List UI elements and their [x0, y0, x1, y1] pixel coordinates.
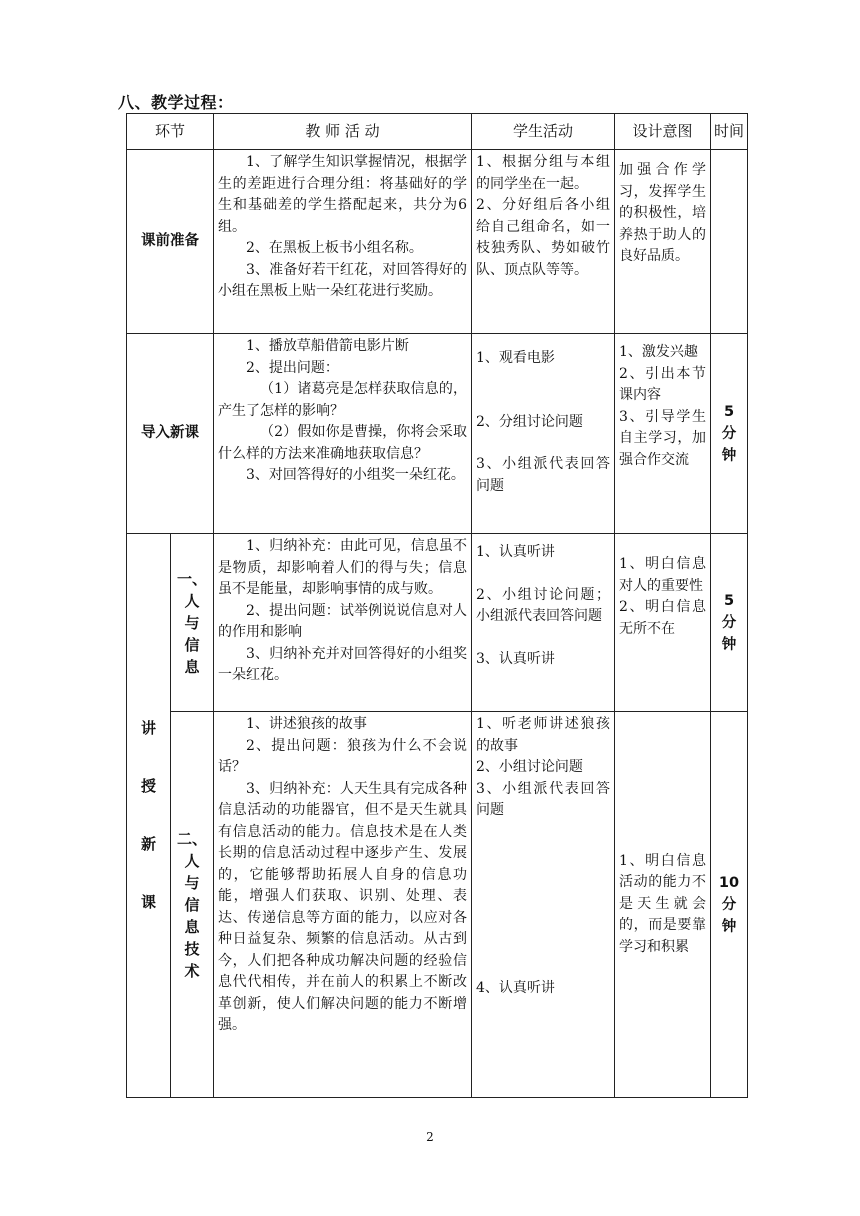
- design-intent-prep: [615, 150, 711, 334]
- student-activity-sub2: [472, 712, 615, 1098]
- intent-item: 1、明白信息活动的能力不是天生就会的，而是要靠学习和积累: [619, 852, 706, 955]
- header-design-intent: 设计意图: [615, 114, 711, 150]
- page-number: 2: [426, 1130, 434, 1144]
- section-label-lecture: [127, 534, 171, 1098]
- subsection-char: 息: [184, 917, 200, 936]
- teacher-item: 2、提出问题：: [246, 359, 339, 376]
- student-activity-intro: [472, 334, 615, 534]
- teacher-activity-sub2: [214, 712, 472, 1098]
- intent-item: 3、引导学生自主学习，加强合作交流: [619, 408, 706, 468]
- student-activity-sub1: [472, 534, 615, 712]
- student-item: 1、认真听讲: [476, 544, 555, 560]
- teaching-process-table: [126, 113, 748, 1098]
- design-intent-intro: [615, 334, 711, 534]
- student-item: 2、小组讨论问题；小组派代表回答问题: [476, 586, 610, 624]
- student-item: 1、听老师讲述狼孩的故事: [476, 716, 610, 754]
- time-unit: 钟: [721, 447, 737, 464]
- subsection-char: 术: [184, 961, 200, 980]
- student-item: 1、观看电影: [476, 350, 555, 366]
- section-char: 新: [140, 834, 156, 853]
- teacher-item: 3、归纳补充并对回答得好的小组奖一朵红花。: [218, 645, 467, 683]
- time-value: 10: [718, 874, 740, 891]
- time-unit: 分: [721, 614, 737, 631]
- table-header-row: [127, 114, 748, 150]
- time-unit: 分: [721, 425, 737, 442]
- subsection-char: 信: [184, 635, 200, 654]
- subsection-char: 人: [184, 851, 200, 870]
- section-label-prep: 课前准备: [127, 150, 214, 334]
- time-unit: 钟: [721, 636, 737, 653]
- table-row-lecture-sub1: [127, 534, 748, 712]
- table-row-prep: [127, 150, 748, 334]
- header-time: 时间: [711, 114, 748, 150]
- student-item: 3、小组派代表回答问题: [476, 780, 610, 818]
- teacher-item: 1、归纳补充：由此可见，信息虽不是物质，却影响着人们的得与失；信息虽不是能量，却影响事情的成与败。: [218, 538, 467, 597]
- teacher-activity-prep: [214, 150, 472, 334]
- intent-item: 加强合作学习，发挥学生的积极性，培养热于助人的良好品质。: [619, 162, 706, 264]
- design-intent-sub1: [615, 534, 711, 712]
- section-char: 课: [140, 892, 156, 911]
- teacher-item: 1、了解学生知识掌握情况，根据学生的差距进行合理分组：将基础好的学生和基础差的学生搭配起来，共分为6组。: [218, 154, 467, 235]
- student-item: 2、分好组后各小组给自己组命名，如一枝独秀队、势如破竹队、顶点队等等。: [476, 197, 610, 278]
- teacher-item: 2、提出问题：试举例说说信息对人的作用和影响: [218, 602, 467, 640]
- time-sub2: [711, 712, 748, 1098]
- subsection-label-2: [171, 712, 214, 1098]
- time-unit: 钟: [721, 918, 737, 935]
- teacher-activity-sub1: [214, 534, 472, 712]
- teacher-item: 2、在黑板上板书小组名称。: [246, 240, 423, 256]
- teacher-item: 3、对回答得好的小组奖一朵红花。: [246, 467, 465, 483]
- table-row-lecture-sub2: [127, 712, 748, 1098]
- time-intro: [711, 334, 748, 534]
- subsection-char: 信: [184, 895, 200, 914]
- teacher-item: （1）诸葛亮是怎样获取信息的，产生了怎样的影响？: [218, 381, 467, 419]
- header-student-activity: 学生活动: [472, 114, 615, 150]
- student-item: 3、认真听讲: [476, 650, 555, 667]
- subsection-char: 人: [184, 591, 200, 610]
- student-item: 2、小组讨论问题: [476, 759, 583, 775]
- teacher-activity-intro: [214, 334, 472, 534]
- time-unit: 分: [721, 896, 737, 913]
- teacher-item: 3、准备好若干红花，对回答得好的小组在黑板上贴一朵红花进行奖励。: [218, 261, 467, 299]
- section-heading: 八、教学过程：: [118, 93, 234, 112]
- subsection-char: 与: [184, 613, 200, 632]
- intent-item: 1、激发兴趣: [619, 344, 698, 360]
- subsection-char: 与: [184, 873, 200, 892]
- header-stage: 环节: [127, 114, 214, 150]
- teacher-item: （2）假如你是曹操，你将会采取什么样的方法来准确地获取信息？: [218, 424, 467, 462]
- student-activity-prep: [472, 150, 615, 334]
- student-item: 1、根据分组与本组的同学坐在一起。: [476, 154, 610, 192]
- section-char: 授: [140, 776, 156, 795]
- intent-item: 2、明白信息无所不在: [619, 599, 706, 637]
- time-value: 5: [723, 403, 735, 420]
- header-teacher-activity: 教 师 活 动: [214, 114, 472, 150]
- teacher-item: 1、讲述狼孩的故事: [246, 716, 367, 732]
- intent-item: 1、明白信息对人的重要性: [619, 556, 706, 594]
- subsection-label-1: [171, 534, 214, 712]
- subsection-char: 一、: [176, 569, 207, 588]
- subsection-char: 技: [184, 939, 200, 958]
- time-value: 5: [723, 592, 735, 609]
- subsection-char: 二、: [176, 829, 207, 848]
- subsection-char: 息: [184, 657, 200, 676]
- intent-item: 2、引出本节课内容: [619, 365, 706, 403]
- time-prep: [711, 150, 748, 334]
- time-sub1: [711, 534, 748, 712]
- student-item: 3、小组派代表回答问题: [476, 456, 610, 494]
- design-intent-sub2: [615, 712, 711, 1098]
- teacher-item: 2、提出问题：狼孩为什么不会说话？: [218, 737, 467, 775]
- section-char: 讲: [140, 718, 156, 737]
- teacher-item: 1、播放草船借箭电影片断: [246, 338, 409, 354]
- table-row-intro: [127, 334, 748, 534]
- teacher-item: 3、归纳补充：人天生具有完成各种信息活动的功能器官，但不是天生就具有信息活动的能力。信息技术是在人类长期的信息活动过程中逐步产生、发展的，它能够帮助拓展人自身的信息功能，增强人们获取、识别、处理、表达、传递信息等方面的能力，以应对各种日益复杂、频繁的信息活动。从古到今，人们把各种成功解决问题的经验信息代代相传，并在前人的积累上不断改革创新，使人们解决问题的能力不断增强。: [218, 780, 467, 1033]
- student-item: 2、分组讨论问题: [476, 413, 583, 430]
- student-item: 4、认真听讲: [476, 979, 555, 996]
- section-label-intro: 导入新课: [127, 334, 214, 534]
